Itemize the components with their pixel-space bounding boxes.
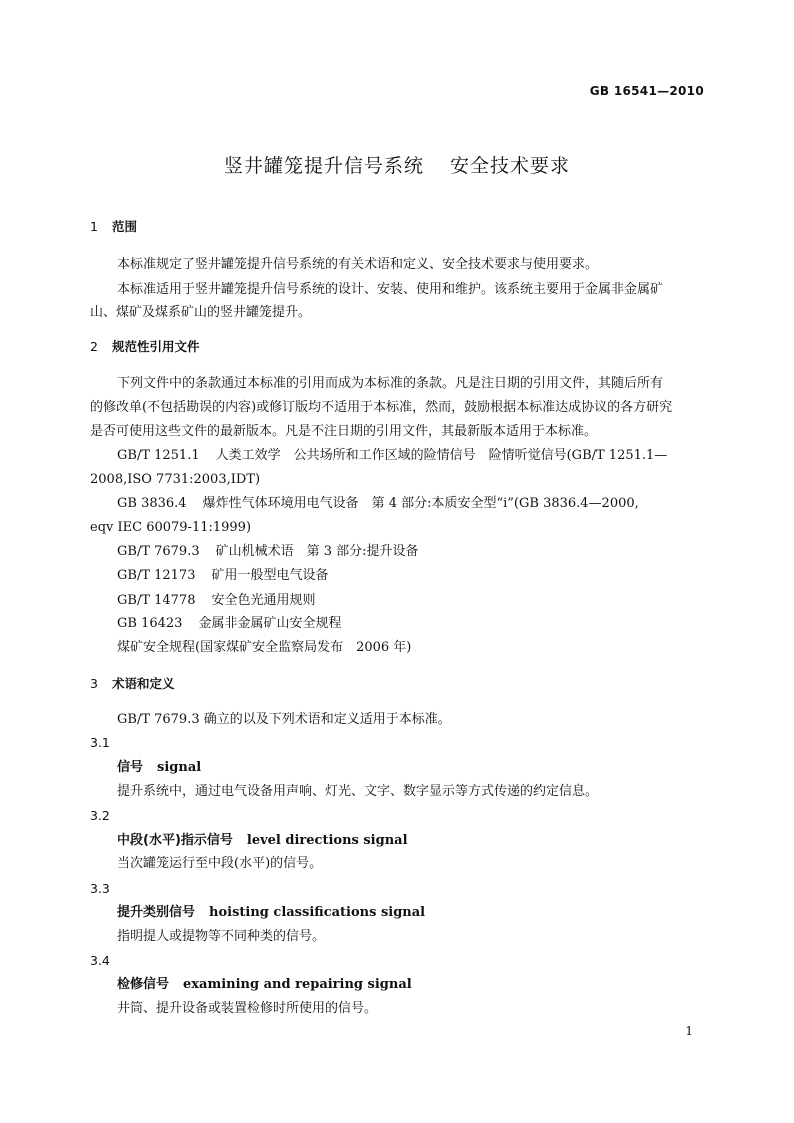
term-heading: 信号 signal: [117, 760, 202, 775]
reference-item: GB 16423 金属非金属矿山安全规程: [117, 616, 342, 631]
term-number: 3.4: [90, 953, 110, 968]
term-heading: 中段(水平)指示信号 level directions signal: [117, 833, 408, 848]
reference-item: 煤矿安全规程(国家煤矿安全监察局发布 2006 年): [117, 640, 412, 655]
term-number: 3.1: [90, 735, 110, 750]
reference-item: GB/T 14778 安全色光通用规则: [117, 593, 316, 608]
reference-item: GB/T 12173 矿用一般型电气设备: [117, 568, 329, 583]
standard-code: GB 16541—2010: [589, 84, 704, 98]
reference-item: GB 3836.4 爆炸性气体环境用电气设备 第 4 部分:本质安全型“i”(GB 3836.4—2000,: [117, 496, 639, 511]
section-heading-3: 3 术语和定义: [90, 676, 175, 691]
document-title: [0, 151, 794, 178]
paragraph: 本标准规定了竖井罐笼提升信号系统的有关术语和定义、安全技术要求与使用要求。: [117, 257, 599, 272]
reference-continuation: 2008,ISO 7731:2003,IDT): [90, 472, 261, 487]
reference-continuation: eqv IEC 60079-11:1999): [90, 520, 252, 535]
reference-item: GB/T 7679.3 矿山机械术语 第 3 部分:提升设备: [117, 544, 419, 559]
paragraph-continuation: 山、煤矿及煤系矿山的竖井罐笼提升。: [90, 305, 312, 320]
paragraph: 本标准适用于竖井罐笼提升信号系统的设计、安装、使用和维护。该系统主要用于金属非金属矿: [117, 282, 664, 297]
page-number: 1: [685, 1024, 693, 1038]
paragraph-continuation: 是否可使用这些文件的最新版本。凡是不注日期的引用文件，其最新版本适用于本标准。: [90, 424, 598, 439]
reference-item: GB/T 1251.1 人类工效学 公共场所和工作区域的险情信号 险情听觉信号(GB/T 1251.1—: [117, 448, 668, 463]
paragraph: GB/T 7679.3 确立的以及下列术语和定义适用于本标准。: [117, 712, 451, 727]
paragraph: 下列文件中的条款通过本标准的引用而成为本标准的条款。凡是注日期的引用文件，其随后所有: [117, 376, 664, 391]
term-number: 3.2: [90, 808, 110, 823]
title-part-2: 安全技术要求: [450, 155, 571, 177]
term-definition: 指明提人或提物等不同种类的信号。: [117, 929, 326, 944]
paragraph-continuation: 的修改单(不包括勘误的内容)或修订版均不适用于本标准，然而，鼓励根据本标准达成协议的各方研究: [90, 400, 673, 415]
section-heading-1: 1 范围: [90, 219, 138, 234]
title-part-1: 竖井罐笼提升信号系统: [223, 155, 424, 177]
term-definition: 当次罐笼运行至中段(水平)的信号。: [117, 856, 323, 871]
term-heading: 检修信号 examining and repairing signal: [117, 977, 412, 992]
term-definition: 提升系统中，通过电气设备用声响、灯光、文字、数字显示等方式传递的约定信息。: [117, 784, 599, 799]
term-number: 3.3: [90, 881, 110, 896]
term-definition: 井筒、提升设备或装置检修时所使用的信号。: [117, 1001, 378, 1016]
term-heading: 提升类别信号 hoisting classifications signal: [117, 905, 426, 920]
section-heading-2: 2 规范性引用文件: [90, 339, 200, 354]
